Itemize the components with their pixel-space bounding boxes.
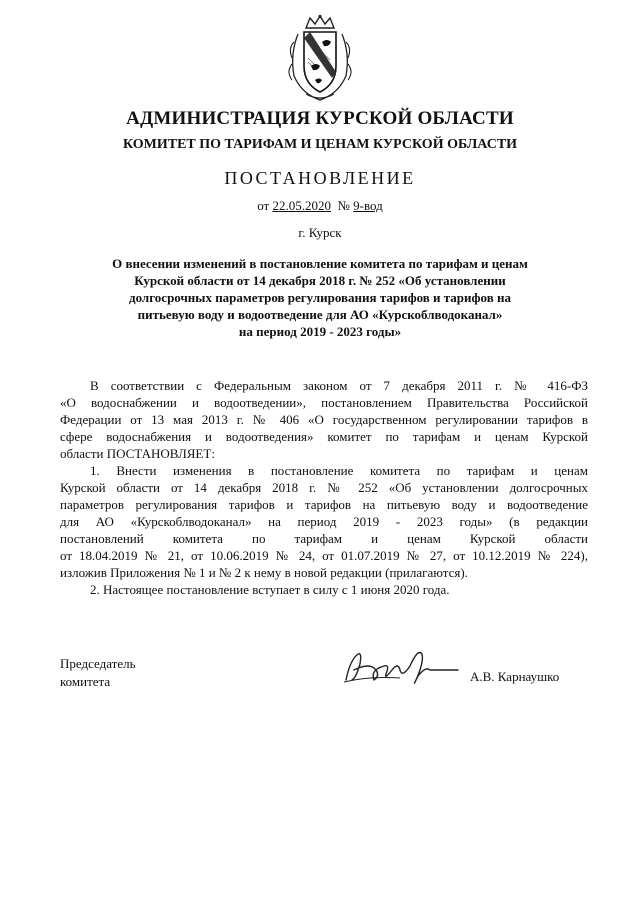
coat-of-arms-icon xyxy=(284,14,356,102)
number-prefix: № xyxy=(337,198,350,213)
title-line: на период 2019 - 2023 годы» xyxy=(238,324,402,339)
body-line: 1. Внести изменения в постановление комитета по тарифам и ценам xyxy=(90,463,588,478)
title-line: О внесении изменений в постановление комитета по тарифам и ценам xyxy=(112,256,528,271)
body-line: от 18.04.2019 № 21, от 10.06.2019 № 24, от 01.07.2019 № 27, от 10.12.2019 № 224), xyxy=(60,548,588,563)
document-body xyxy=(60,377,588,598)
signatory-name: А.В. Карнаушко xyxy=(470,669,560,684)
signatory-position xyxy=(60,655,136,691)
title-line: долгосрочных параметров регулирования тарифов и тарифов на xyxy=(129,290,511,305)
body-line: Курской области от 14 декабря 2018 г. № 252 «Об установлении долгосрочных xyxy=(60,480,588,495)
body-line: Федерации от 13 мая 2013 г. № 406 «О государственном регулировании тарифов в xyxy=(60,412,588,427)
title-line: Курской области от 14 декабря 2018 г. № 252 «Об установлении xyxy=(134,273,506,288)
body-line: 2. Настоящее постановление вступает в силу с 1 июня 2020 года. xyxy=(90,582,450,597)
body-line: В соответствии с Федеральным законом от 7 декабря 2011 г. № 416-ФЗ xyxy=(90,378,588,393)
body-line: области ПОСТАНОВЛЯЕТ: xyxy=(60,446,215,461)
body-line: «О водоснабжении и водоотведении», постановлением Правительства Российской xyxy=(60,395,588,410)
document-title xyxy=(72,255,568,340)
title-line: питьевую воду и водоотведение для АО «Курскоблводоканал» xyxy=(137,307,503,322)
body-line: параметров регулирования тарифов и тарифов на питьевую воду и водоотведение xyxy=(60,497,588,512)
document-date: 22.05.2020 xyxy=(272,198,331,213)
position-line: Председатель xyxy=(60,656,136,671)
organization-name: АДМИНИСТРАЦИЯ КУРСКОЙ ОБЛАСТИ xyxy=(126,108,514,129)
body-line: изложив Приложения № 1 и № 2 к нему в новой редакции (прилагаются). xyxy=(60,565,468,580)
city: г. Курск xyxy=(298,225,342,240)
position-line: комитета xyxy=(60,674,111,689)
handwritten-signature xyxy=(340,640,460,692)
body-line: постановлений комитета по тарифам и ценам Курской области xyxy=(60,531,588,546)
date-prefix: от xyxy=(257,198,270,213)
document-number: 9-вод xyxy=(353,198,383,213)
committee-name: КОМИТЕТ ПО ТАРИФАМ И ЦЕНАМ КУРСКОЙ ОБЛАСТИ xyxy=(122,137,518,152)
body-line: сфере водоснабжения и водоотведения» комитет по тарифам и ценам Курской xyxy=(60,429,588,444)
document-type: ПОСТАНОВЛЕНИЕ xyxy=(224,168,416,188)
date-number-line xyxy=(0,198,640,214)
body-line: для АО «Курскоблводоканал» на период 2019 - 2023 годы» (в редакции xyxy=(60,514,588,529)
